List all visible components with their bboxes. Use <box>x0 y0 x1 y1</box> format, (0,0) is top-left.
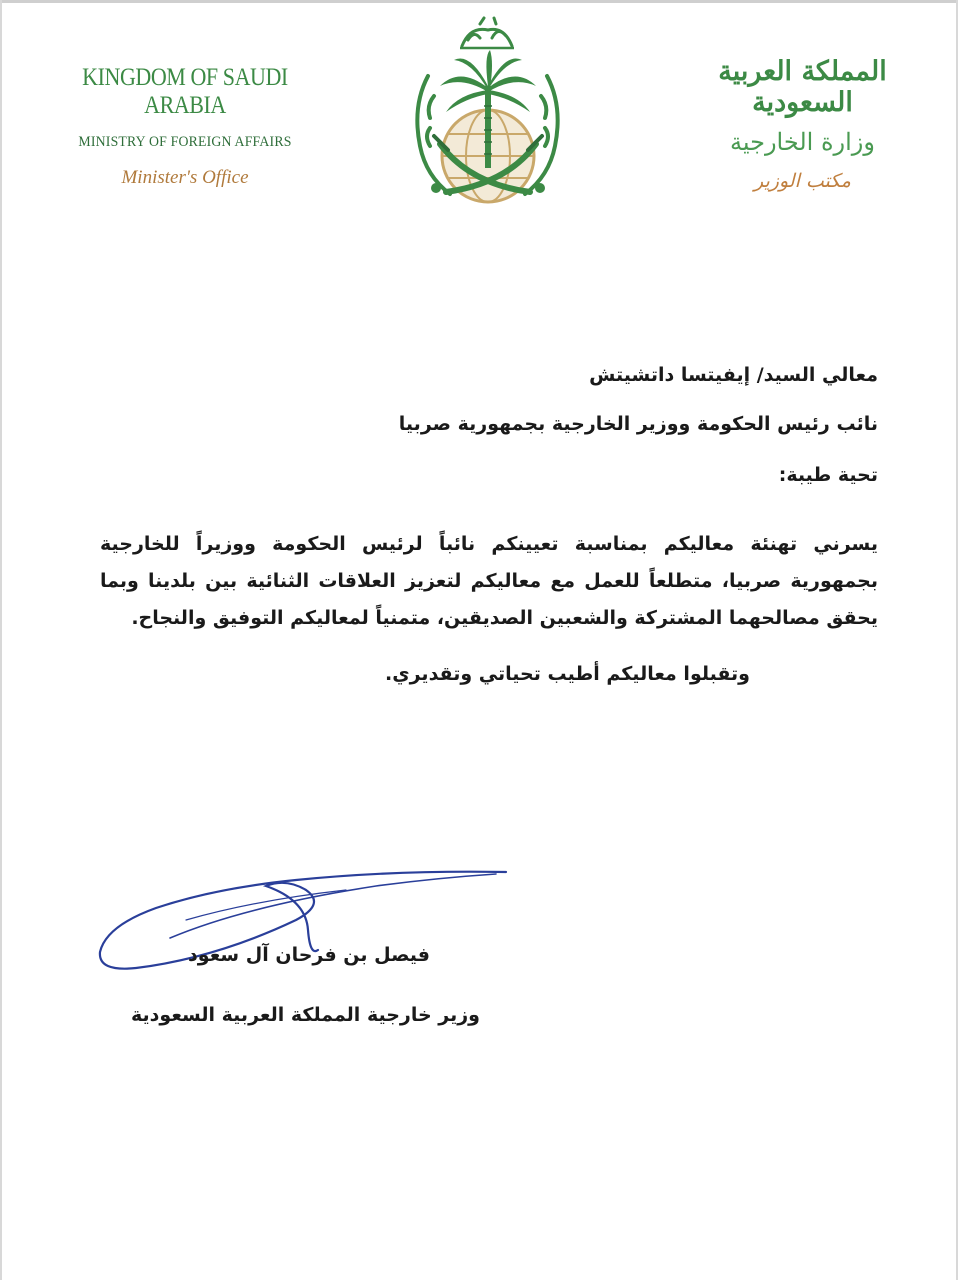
addressee: معالي السيد/ إيفيتسا داتشيتش <box>589 364 878 386</box>
arabic-letterhead <box>690 56 915 192</box>
letterhead-office-ar: مكتب الوزير <box>754 170 851 192</box>
letterhead-kingdom-en: KINGDOM OF SAUDI ARABIA <box>82 64 288 119</box>
english-letterhead <box>40 64 330 189</box>
letter-body <box>100 360 878 689</box>
greeting: تحية طيبة: <box>778 464 878 486</box>
letter-paragraph: يسرني تهنئة معاليكم بمناسبة تعيينكم نائباً لرئيس الحكومة ووزيراً للخارجية بجمهورية صربيا، متطلعاً للعمل مع معاليكم لتعزيز العلاقات الثنائية بين بلدينا وبما يحقق مصالحهما المشتركة والشعبين الصديقين، متمنياً لمعاليكم التوفيق والنجاح. <box>100 533 878 629</box>
saudi-emblem-palm-swords-icon <box>400 16 575 216</box>
page-edge-top <box>0 0 958 3</box>
letterhead-kingdom-ar: المملكة العربية السعودية <box>718 56 887 118</box>
letterhead-ministry-ar: وزارة الخارجية <box>730 128 875 156</box>
page-edge-left <box>0 0 2 1280</box>
signatory-title: وزير خارجية المملكة العربية السعودية <box>131 1004 480 1026</box>
closing-line: وتقبلوا معاليكم أطيب تحياتي وتقديري. <box>384 663 750 685</box>
signatory-name: فيصل بن فرحان آل سعود <box>188 944 430 966</box>
addressee-position: نائب رئيس الحكومة ووزير الخارجية بجمهورية صربيا <box>398 413 878 435</box>
letterhead-office-en: Minister's Office <box>121 167 249 188</box>
letterhead-ministry-en: MINISTRY OF FOREIGN AFFAIRS <box>78 134 292 150</box>
